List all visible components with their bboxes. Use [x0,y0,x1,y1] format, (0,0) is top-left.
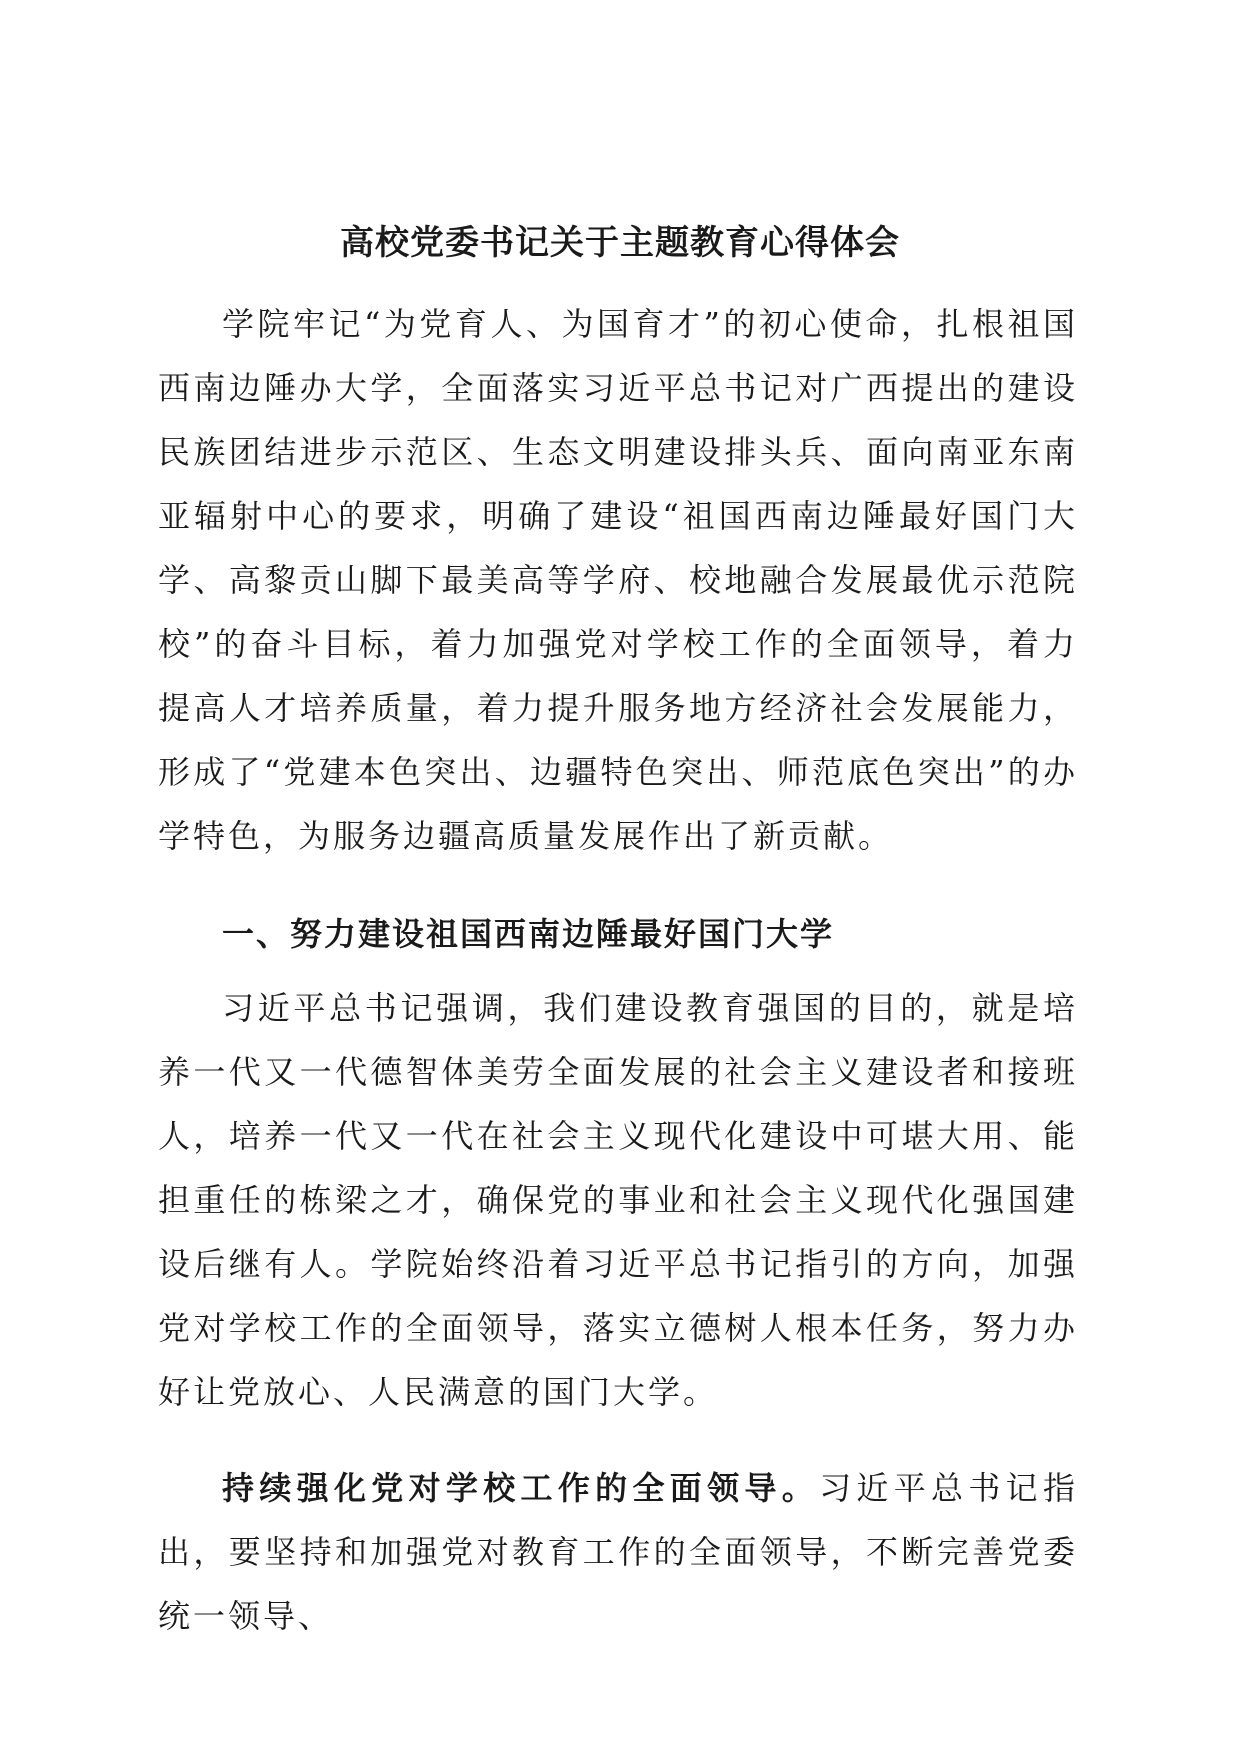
section-1-paragraph: 习近平总书记强调，我们建设教育强国的目的，就是培养一代又一代德智体美劳全面发展的社会主义建设者和接班人，培养一代又一代在社会主义现代化建设中可堪大用、能担重任的栋梁之才，确保党的事业和社会主义现代化强国建设后继有人。学院始终沿着习近平总书记指引的方向，加强党对学校工作的全面领导，落实立德树人根本任务，努力办好让党放心、人民满意的国门大学。 [158,989,1078,1411]
subsection-lead: 持续强化党对学校工作的全面领导。 [222,1469,820,1507]
subsection-paragraph [158,1456,1078,1648]
subsection-body: 习近平总书记指出，要坚持和加强党对教育工作的全面领导，不断完善党委统一领导、 [158,1469,1078,1635]
intro-paragraph: 学院牢记“为党育人、为国育才”的初心使命，扎根祖国西南边陲办大学，全面落实习近平总书记对广西提出的建设民族团结进步示范区、生态文明建设排头兵、面向南亚东南亚辐射中心的要求，明确了建设“祖国西南边陲最好国门大学、高黎贡山脚下最美高等学府、校地融合发展最优示范院校”的奋斗目标，着力加强党对学校工作的全面领导，着力提高人才培养质量，着力提升服务地方经济社会发展能力，形成了“党建本色突出、边疆特色突出、师范底色突出”的办学特色，为服务边疆高质量发展作出了新贡献。 [158,305,1078,855]
section-heading-1: 一、努力建设祖国西南边陲最好国门大学 [222,915,835,953]
document-title: 高校党委书记关于主题教育心得体会 [340,223,900,263]
